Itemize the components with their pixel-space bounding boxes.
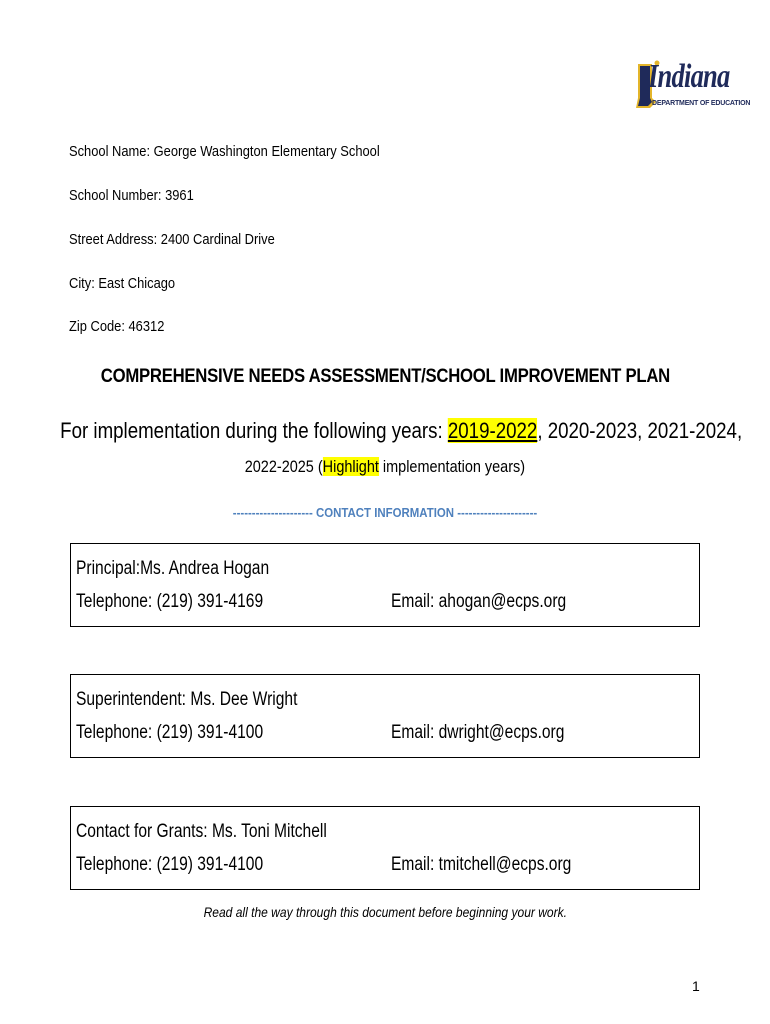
- principal-contact-box: [70, 543, 700, 627]
- instruction-note: Read all the way through this document before beginning your work.: [203, 904, 567, 920]
- grants-contact-name: Contact for Grants: Ms. Toni Mitchell: [76, 821, 327, 842]
- logo-word: Indiana: [648, 58, 730, 95]
- indiana-doe-logo: [632, 58, 751, 112]
- school-name: School Name: George Washington Elementary School: [69, 143, 380, 160]
- grants-contact-email: Email: tmitchell@ecps.org: [391, 854, 572, 875]
- contact-information-heading: --------------------- CONTACT INFORMATION ---------------------: [232, 505, 538, 520]
- implementation-lead: For implementation during the following years:: [60, 418, 448, 443]
- logo-subtitle: DEPARTMENT OF EDUCATION: [652, 100, 751, 107]
- highlighted-years: 2019-2022: [447, 418, 538, 443]
- page-number: 1: [692, 978, 700, 994]
- implementation-years-line2: 2022-2025 (Highlight implementation years): [244, 457, 526, 476]
- principal-name: Principal:Ms. Andrea Hogan: [76, 558, 270, 579]
- principal-phone: Telephone: (219) 391-4169: [76, 591, 264, 612]
- superintendent-email: Email: dwright@ecps.org: [391, 722, 565, 743]
- street-address: Street Address: 2400 Cardinal Drive: [69, 231, 275, 248]
- other-years: , 2020-2023, 2021-2024,: [537, 418, 743, 443]
- highlight-word: Highlight: [322, 457, 379, 476]
- grants-contact-phone: Telephone: (219) 391-4100: [76, 854, 264, 875]
- principal-email: Email: ahogan@ecps.org: [391, 591, 567, 612]
- superintendent-contact-box: [70, 674, 700, 758]
- zip-code: Zip Code: 46312: [69, 318, 165, 335]
- plan-title: COMPREHENSIVE NEEDS ASSESSMENT/SCHOOL IMPROVEMENT PLAN: [100, 366, 670, 387]
- superintendent-phone: Telephone: (219) 391-4100: [76, 722, 264, 743]
- grants-contact-box: [70, 806, 700, 890]
- city: City: East Chicago: [69, 275, 176, 292]
- school-number: School Number: 3961: [69, 187, 194, 204]
- superintendent-name: Superintendent: Ms. Dee Wright: [76, 689, 298, 710]
- implementation-years-line1: [0, 418, 770, 444]
